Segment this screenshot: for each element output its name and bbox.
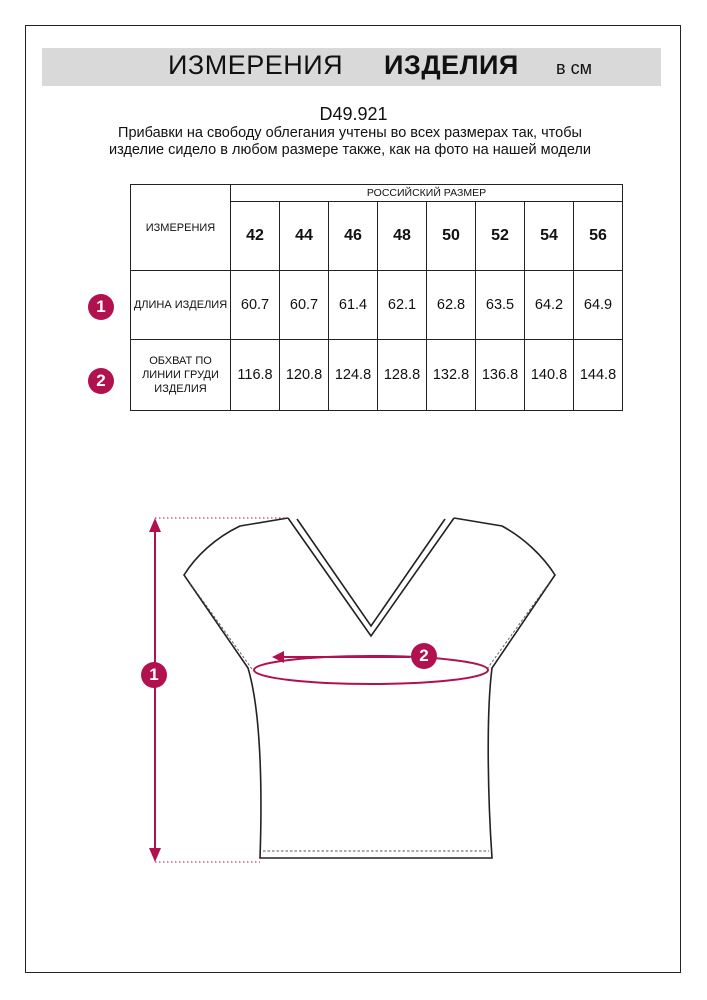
- table-cell: 136.8: [476, 340, 525, 411]
- size-cell: 54: [525, 202, 574, 271]
- size-system-header: РОССИЙСКИЙ РАЗМЕР: [231, 185, 623, 202]
- product-code: D49.921: [319, 104, 388, 124]
- size-cell: 52: [476, 202, 525, 271]
- size-cell: 48: [378, 202, 427, 271]
- badge-length: 1: [88, 294, 114, 320]
- table-cell: 64.9: [574, 271, 623, 340]
- table-cell: 62.1: [378, 271, 427, 340]
- table-cell: 140.8: [525, 340, 574, 411]
- table-cell: 128.8: [378, 340, 427, 411]
- badge-chest: 2: [88, 368, 114, 394]
- table-cell: 132.8: [427, 340, 476, 411]
- tshirt-outline: [184, 518, 555, 858]
- size-cell: 42: [231, 202, 280, 271]
- length-arrowhead-top: [149, 518, 161, 532]
- size-cell: 56: [574, 202, 623, 271]
- table-cell: 120.8: [280, 340, 329, 411]
- table-cell: 61.4: [329, 271, 378, 340]
- table-cell: 64.2: [525, 271, 574, 340]
- size-cell: 46: [329, 202, 378, 271]
- size-cell: 44: [280, 202, 329, 271]
- diagram-badge-chest: 2: [411, 643, 437, 669]
- table-cell: 60.7: [280, 271, 329, 340]
- title-garment: ИЗДЕЛИЯ: [384, 50, 519, 80]
- size-cell: 50: [427, 202, 476, 271]
- chest-line: [254, 656, 488, 684]
- row-label-chest: ОБХВАТ ПО ЛИНИИ ГРУДИ ИЗДЕЛИЯ: [131, 340, 231, 411]
- length-arrowhead-bottom: [149, 848, 161, 862]
- table-cell: 124.8: [329, 340, 378, 411]
- measure-header: ИЗМЕРЕНИЯ: [131, 185, 231, 271]
- table-cell: 60.7: [231, 271, 280, 340]
- title-measurements: ИЗМЕРЕНИЯ: [168, 50, 344, 80]
- table-cell: 62.8: [427, 271, 476, 340]
- fit-note: Прибавки на свободу облегания учтены во всех размерах так, чтобы изделие сидело в любом размере также, как на фото на нашей модели: [109, 125, 591, 158]
- title-unit: в см: [556, 58, 592, 78]
- table-cell: 144.8: [574, 340, 623, 411]
- row-label-length: ДЛИНА ИЗДЕЛИЯ: [131, 271, 231, 340]
- table-cell: 63.5: [476, 271, 525, 340]
- table-cell: 116.8: [231, 340, 280, 411]
- diagram-badge-length: 1: [141, 662, 167, 688]
